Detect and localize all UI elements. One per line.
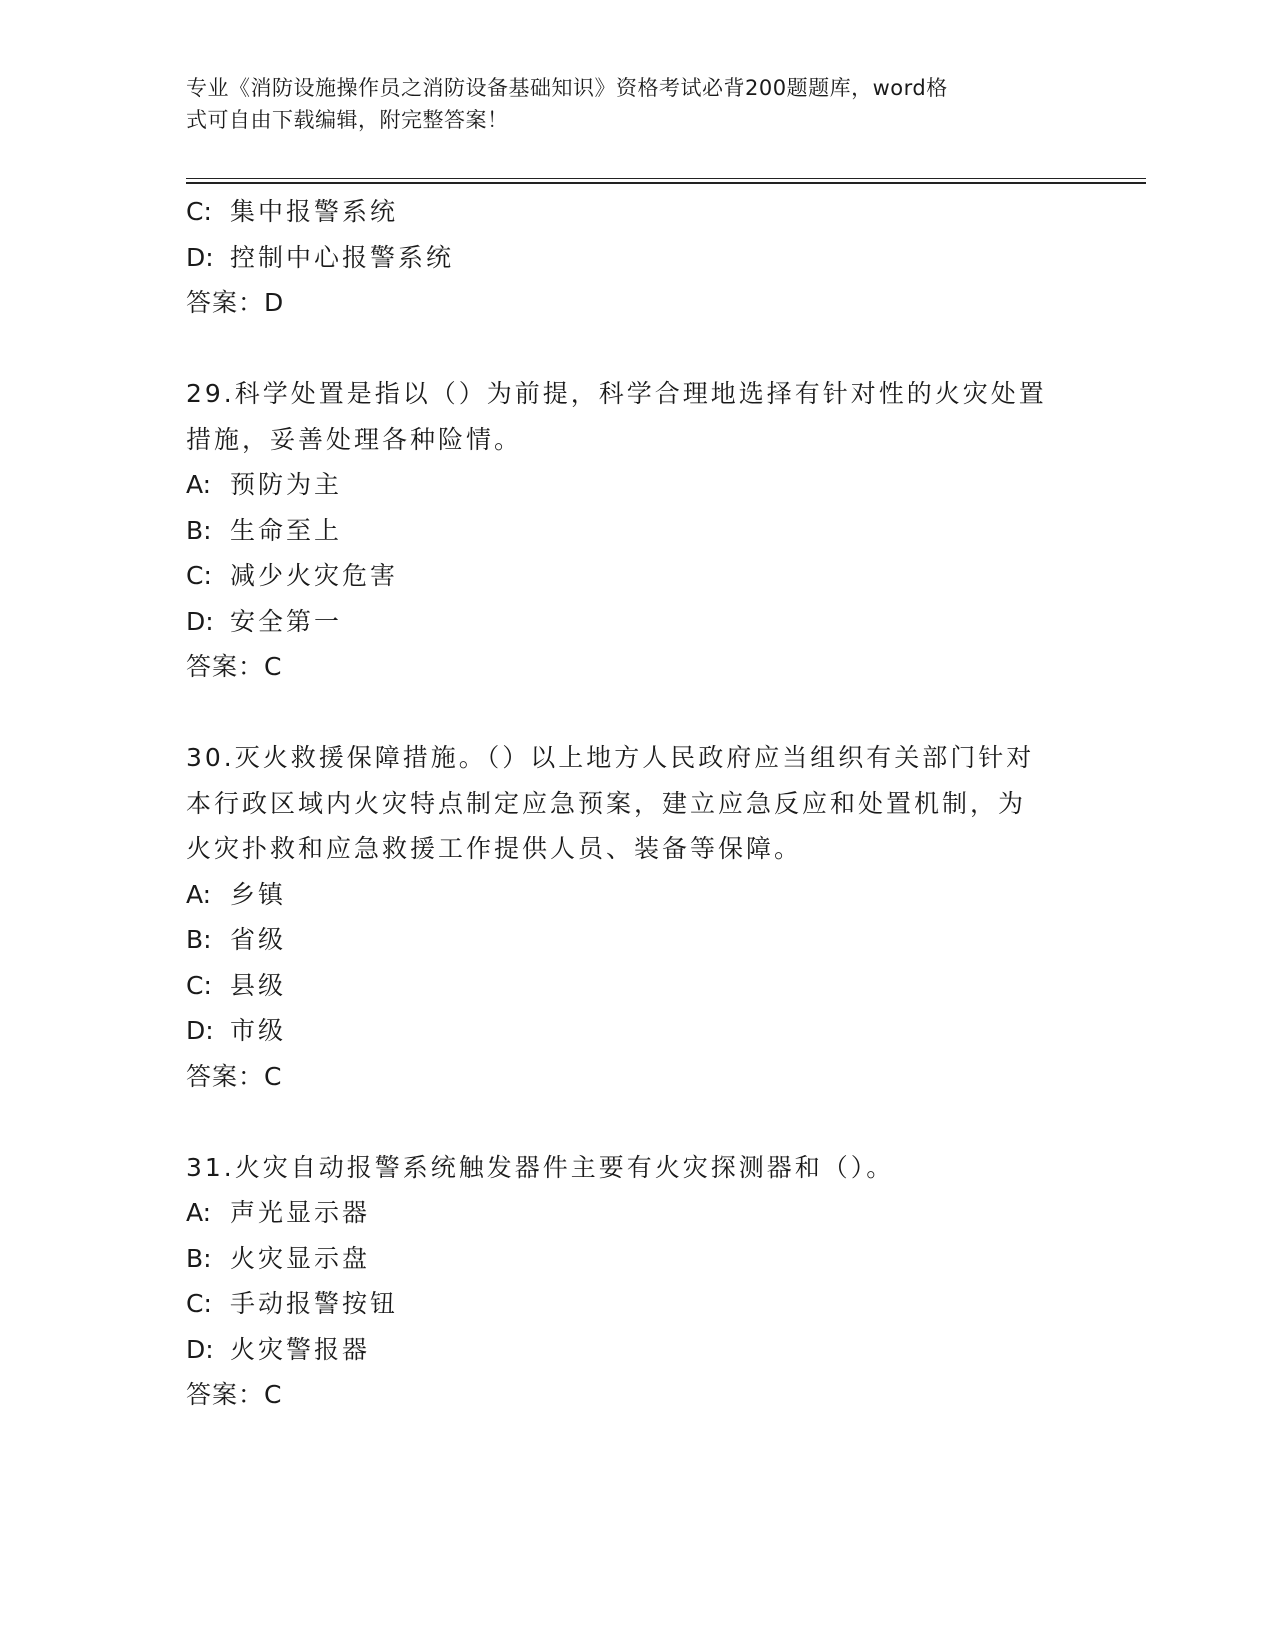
- option-c: [186, 963, 1086, 1009]
- option-c: [186, 189, 1086, 235]
- spacer: [186, 326, 1086, 372]
- option-a: [186, 1190, 1086, 1236]
- question-text-line: 火灾扑救和应急救援工作提供人员、装备等保障。: [186, 834, 803, 863]
- option-text: 省级: [230, 925, 287, 954]
- option-a: [186, 462, 1086, 508]
- option-text: 生命至上: [230, 515, 343, 545]
- option-key: C:: [186, 1289, 212, 1318]
- spacer: [186, 1099, 1086, 1145]
- option-key: C:: [186, 561, 212, 590]
- option-b: [186, 1236, 1086, 1282]
- question-text-line: 30.灭火救援保障措施。（）以上地方人民政府应当组织有关部门针对: [186, 743, 1035, 772]
- answer: 答案：D: [186, 288, 285, 317]
- option-text: 市级: [230, 1016, 287, 1045]
- option-text: 安全第一: [230, 606, 343, 636]
- question-text-line: 措施，妥善处理各种险情。: [186, 424, 523, 454]
- option-text: 乡镇: [230, 879, 287, 909]
- answer: 答案：C: [186, 1380, 283, 1409]
- option-key: D:: [186, 1334, 214, 1364]
- option-text: 预防为主: [230, 470, 343, 499]
- option-text: 控制中心报警系统: [230, 242, 455, 272]
- question-29: [186, 371, 1086, 690]
- option-c: [186, 553, 1086, 599]
- document-header: [186, 72, 1066, 136]
- option-key: A:: [186, 1198, 212, 1227]
- answer: 答案：C: [186, 652, 283, 681]
- header-line-2: 式可自由下载编辑，附完整答案！: [186, 108, 509, 132]
- question-30: [186, 735, 1086, 1099]
- spacer: [186, 690, 1086, 736]
- option-text: 手动报警按钮: [230, 1289, 399, 1318]
- option-text: 火灾显示盘: [230, 1243, 371, 1273]
- option-key: A:: [186, 879, 212, 909]
- option-d: [186, 1008, 1086, 1054]
- header-divider-thin: [186, 178, 1146, 179]
- option-text: 减少火灾危害: [230, 561, 399, 590]
- question-text: [186, 735, 1086, 872]
- option-key: C:: [186, 197, 212, 226]
- option-key: D:: [186, 242, 214, 272]
- option-text: 集中报警系统: [230, 197, 399, 226]
- question-text: [186, 371, 1086, 462]
- option-d: [186, 1327, 1086, 1373]
- question-text-line: 31.火灾自动报警系统触发器件主要有火灾探测器和（）。: [186, 1152, 895, 1182]
- option-b: [186, 508, 1086, 554]
- option-key: B:: [186, 515, 212, 545]
- question-text: [186, 1145, 1086, 1191]
- option-a: [186, 872, 1086, 918]
- option-key: D:: [186, 1016, 214, 1045]
- option-c: [186, 1281, 1086, 1327]
- header-line-1: 专业《消防设施操作员之消防设备基础知识》资格考试必背200题题库，word格: [186, 76, 948, 100]
- question-31: [186, 1145, 1086, 1418]
- option-key: A:: [186, 470, 212, 499]
- question-list: [186, 189, 1086, 1418]
- option-key: B:: [186, 925, 212, 954]
- header-divider-thick: [186, 182, 1146, 184]
- option-key: C:: [186, 970, 212, 1000]
- option-text: 县级: [230, 970, 287, 1000]
- option-d: [186, 599, 1086, 645]
- question-text-line: 本行政区域内火灾特点制定应急预案，建立应急反应和处置机制，为: [186, 788, 1027, 818]
- question-28-continued: [186, 189, 1086, 326]
- option-text: 声光显示器: [230, 1198, 371, 1227]
- answer: 答案：C: [186, 1061, 283, 1091]
- option-key: B:: [186, 1243, 212, 1273]
- option-text: 火灾警报器: [230, 1334, 371, 1364]
- question-text-line: 29.科学处置是指以（）为前提，科学合理地选择有针对性的火灾处置: [186, 379, 1047, 408]
- option-b: [186, 917, 1086, 963]
- option-d: [186, 235, 1086, 281]
- option-key: D:: [186, 606, 214, 636]
